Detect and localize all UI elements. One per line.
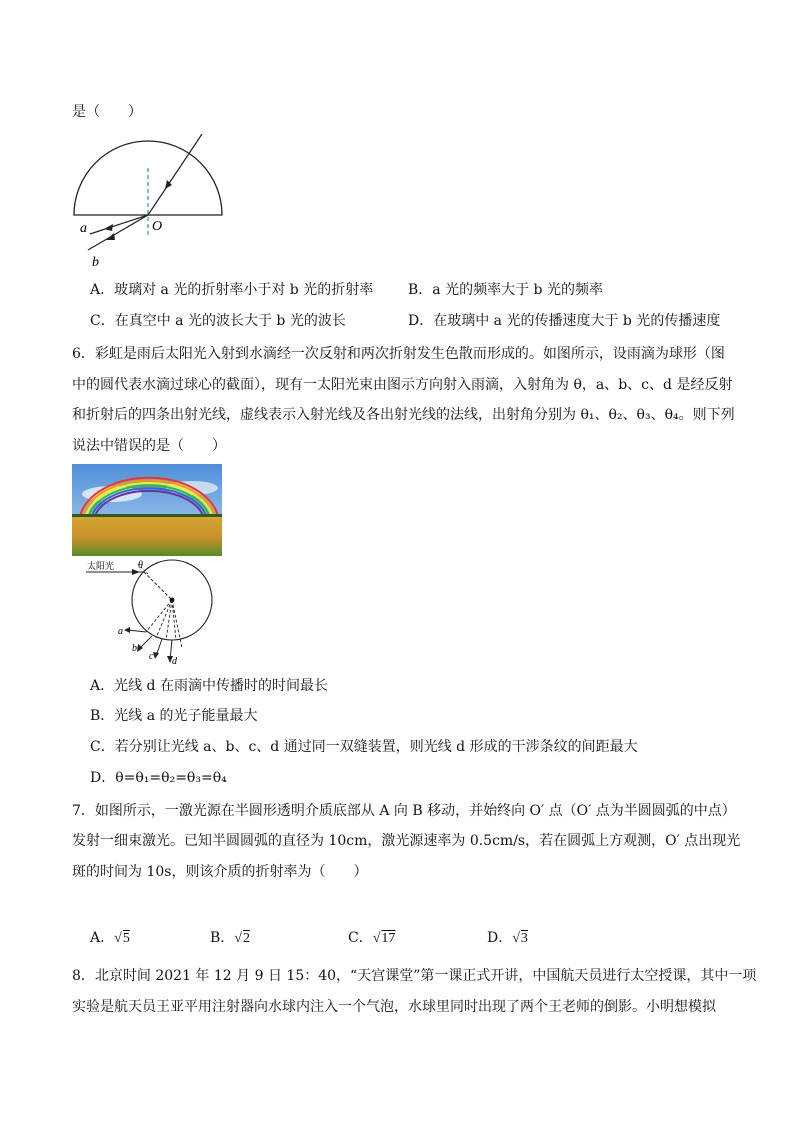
- exit-ray-b: [140, 636, 152, 648]
- ray-a: [90, 215, 148, 234]
- q7-option-a-label: A．: [90, 930, 115, 946]
- q7-option-b[interactable]: [210, 928, 250, 949]
- q7-option-c-value: √17: [372, 931, 396, 946]
- q7-stem-line-1: 7．如图所示，一激光源在半圆形透明介质底部从 A 向 B 移动，并始终向 O′ 点（O′ 点为半圆圆弧的中点）: [72, 803, 736, 819]
- ray-a-label: a: [118, 626, 123, 637]
- label-a: a: [80, 221, 87, 236]
- q6-stem-line-2: 中的圆代表水滴过球心的截面），现有一太阳光束由图示方向射入雨滴，入射角为 θ，a、b、c、d 是经反射: [72, 377, 733, 393]
- q7-option-b-value: √2: [234, 931, 250, 946]
- q6-stem-line-3: 和折射后的四条出射光线，虚线表示入射光线及各出射光线的法线，出射角分别为 θ₁、θ₂、θ₃、θ₄。则下列: [72, 407, 735, 423]
- q7-option-a-value: √5: [114, 931, 130, 946]
- q7-option-a[interactable]: [90, 928, 130, 949]
- q7-stem-line-2: 发射一细束激光。已知半圆圆弧的直径为 10cm，激光源速率为 0.5cm/s，若在圆弧上方观测，O′ 点出现光: [72, 833, 741, 849]
- sun-label: 太阳光: [87, 562, 115, 572]
- label-o: O: [152, 219, 163, 234]
- q6-option-b[interactable]: B．光线 a 的光子能量最大: [90, 708, 258, 724]
- q7-stem-line-3: 斑的时间为 10s，则该介质的折射率为（ ）: [72, 864, 368, 880]
- q5-option-c[interactable]: C．在真空中 a 光的波长大于 b 光的波长: [90, 313, 346, 329]
- ray-b-label: b: [132, 643, 137, 654]
- q5-option-d[interactable]: D．在玻璃中 a 光的传播速度大于 b 光的传播速度: [408, 313, 721, 329]
- q5-option-b[interactable]: B．a 光的频率大于 b 光的频率: [408, 282, 603, 298]
- q7-option-d-label: D．: [487, 930, 513, 946]
- q7-option-d[interactable]: [487, 928, 528, 949]
- ray-b-arrow: [106, 233, 115, 240]
- q8-stem-line-1: 8．北京时间 2021 年 12 月 9 日 15：40，“天宫课堂”第一课正式开讲，中国航天员进行太空授课，其中一项: [72, 968, 757, 984]
- ray-a-arrow: [104, 224, 113, 231]
- q7-option-c[interactable]: [348, 928, 395, 949]
- theta-label: θ: [138, 560, 143, 571]
- q5-semicircle-figure: [68, 128, 228, 268]
- q6-option-d[interactable]: D．θ=θ₁=θ₂=θ₃=θ₄: [90, 770, 227, 786]
- ray-b: [88, 215, 148, 250]
- q7-option-c-label: C．: [348, 930, 373, 946]
- label-b: b: [92, 255, 99, 270]
- ray-c-label: c: [149, 651, 154, 662]
- q6-option-a[interactable]: A．光线 d 在雨滴中传播时的时间最长: [90, 678, 328, 694]
- q7-option-b-label: B．: [210, 930, 235, 946]
- q7-option-d-value: √3: [512, 931, 528, 946]
- q6-option-c[interactable]: C．若分别让光线 a、b、c、d 通过同一双缝装置，则光线 d 形成的干涉条纹的间距最大: [90, 739, 638, 755]
- q8-stem-line-2: 实验是航天员王亚平用注射器向水球内注入一个气泡，水球里同时出现了两个王老师的倒影。小明想模拟: [72, 999, 716, 1015]
- q5-stem-tail: 是（ ）: [72, 104, 142, 120]
- exit-ray-a: [128, 630, 146, 632]
- q6-stem-line-4: 说法中错误的是（ ）: [72, 438, 226, 454]
- rainbow-photo: [72, 464, 222, 556]
- raindrop-diagram: [86, 558, 236, 668]
- ray-d-label: d: [172, 656, 177, 667]
- q5-option-a[interactable]: A．玻璃对 a 光的折射率小于对 b 光的折射率: [90, 282, 374, 298]
- q6-stem-line-1: 6．彩虹是雨后太阳光入射到水滴经一次反射和两次折射发生色散而形成的。如图所示，设雨滴为球形（图: [72, 346, 725, 362]
